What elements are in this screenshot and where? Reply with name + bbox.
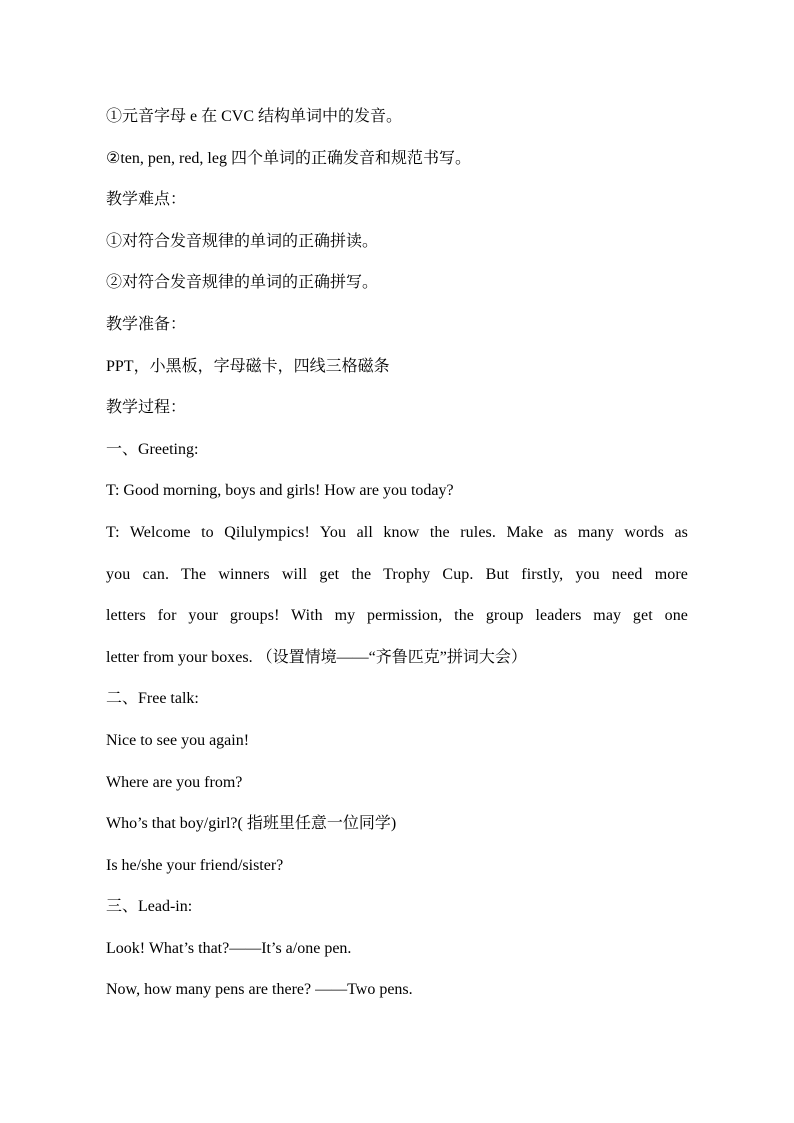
greeting-line-3: you can. The winners will get the Trophy Cup. But firstly, you need more bbox=[106, 565, 688, 583]
free-talk-line-3: Who’s that boy/girl?( 指班里任意一位同学) bbox=[106, 815, 397, 833]
lead-in-line-2: Now, how many pens are there? ——Two pens. bbox=[106, 981, 413, 999]
preparation-heading: 教学准备： bbox=[106, 315, 187, 333]
difficulty-heading: 教学难点： bbox=[106, 191, 187, 209]
lead-in-line-1: Look! What’s that?——It’s a/one pen. bbox=[106, 939, 352, 957]
process-heading: 教学过程： bbox=[106, 399, 187, 417]
difficulty-1: ①对符合发音规律的单词的正确拼读。 bbox=[106, 232, 379, 250]
free-talk-line-1: Nice to see you again! bbox=[106, 731, 250, 749]
key-point-2: ②ten, pen, red, leg 四个单词的正确发音和规范书写。 bbox=[106, 149, 471, 167]
free-talk-line-4: Is he/she your friend/sister? bbox=[106, 856, 284, 874]
key-point-1: ①元音字母 e 在 CVC 结构单词中的发音。 bbox=[106, 108, 403, 125]
document-body bbox=[106, 103, 688, 1018]
section-free-talk-heading: 二、Free talk: bbox=[106, 690, 199, 708]
free-talk-line-2: Where are you from? bbox=[106, 773, 243, 791]
preparation-items: PPT，小黑板，字母磁卡，四线三格磁条 bbox=[106, 357, 390, 375]
greeting-line-1: T: Good morning, boys and girls! How are you today? bbox=[106, 482, 454, 500]
greeting-line-5: letter from your boxes. （设置情境——“齐鲁匹克”拼词大会） bbox=[106, 648, 527, 666]
greeting-line-2: T: Welcome to Qilulympics! You all know the rules. Make as many words as bbox=[106, 523, 688, 541]
greeting-line-4: letters for your groups! With my permission, the group leaders may get one bbox=[106, 607, 688, 625]
section-lead-in-heading: 三、Lead-in: bbox=[106, 898, 193, 916]
difficulty-2: ②对符合发音规律的单词的正确拼写。 bbox=[106, 274, 379, 292]
section-greeting-heading: 一、Greeting: bbox=[106, 440, 199, 458]
